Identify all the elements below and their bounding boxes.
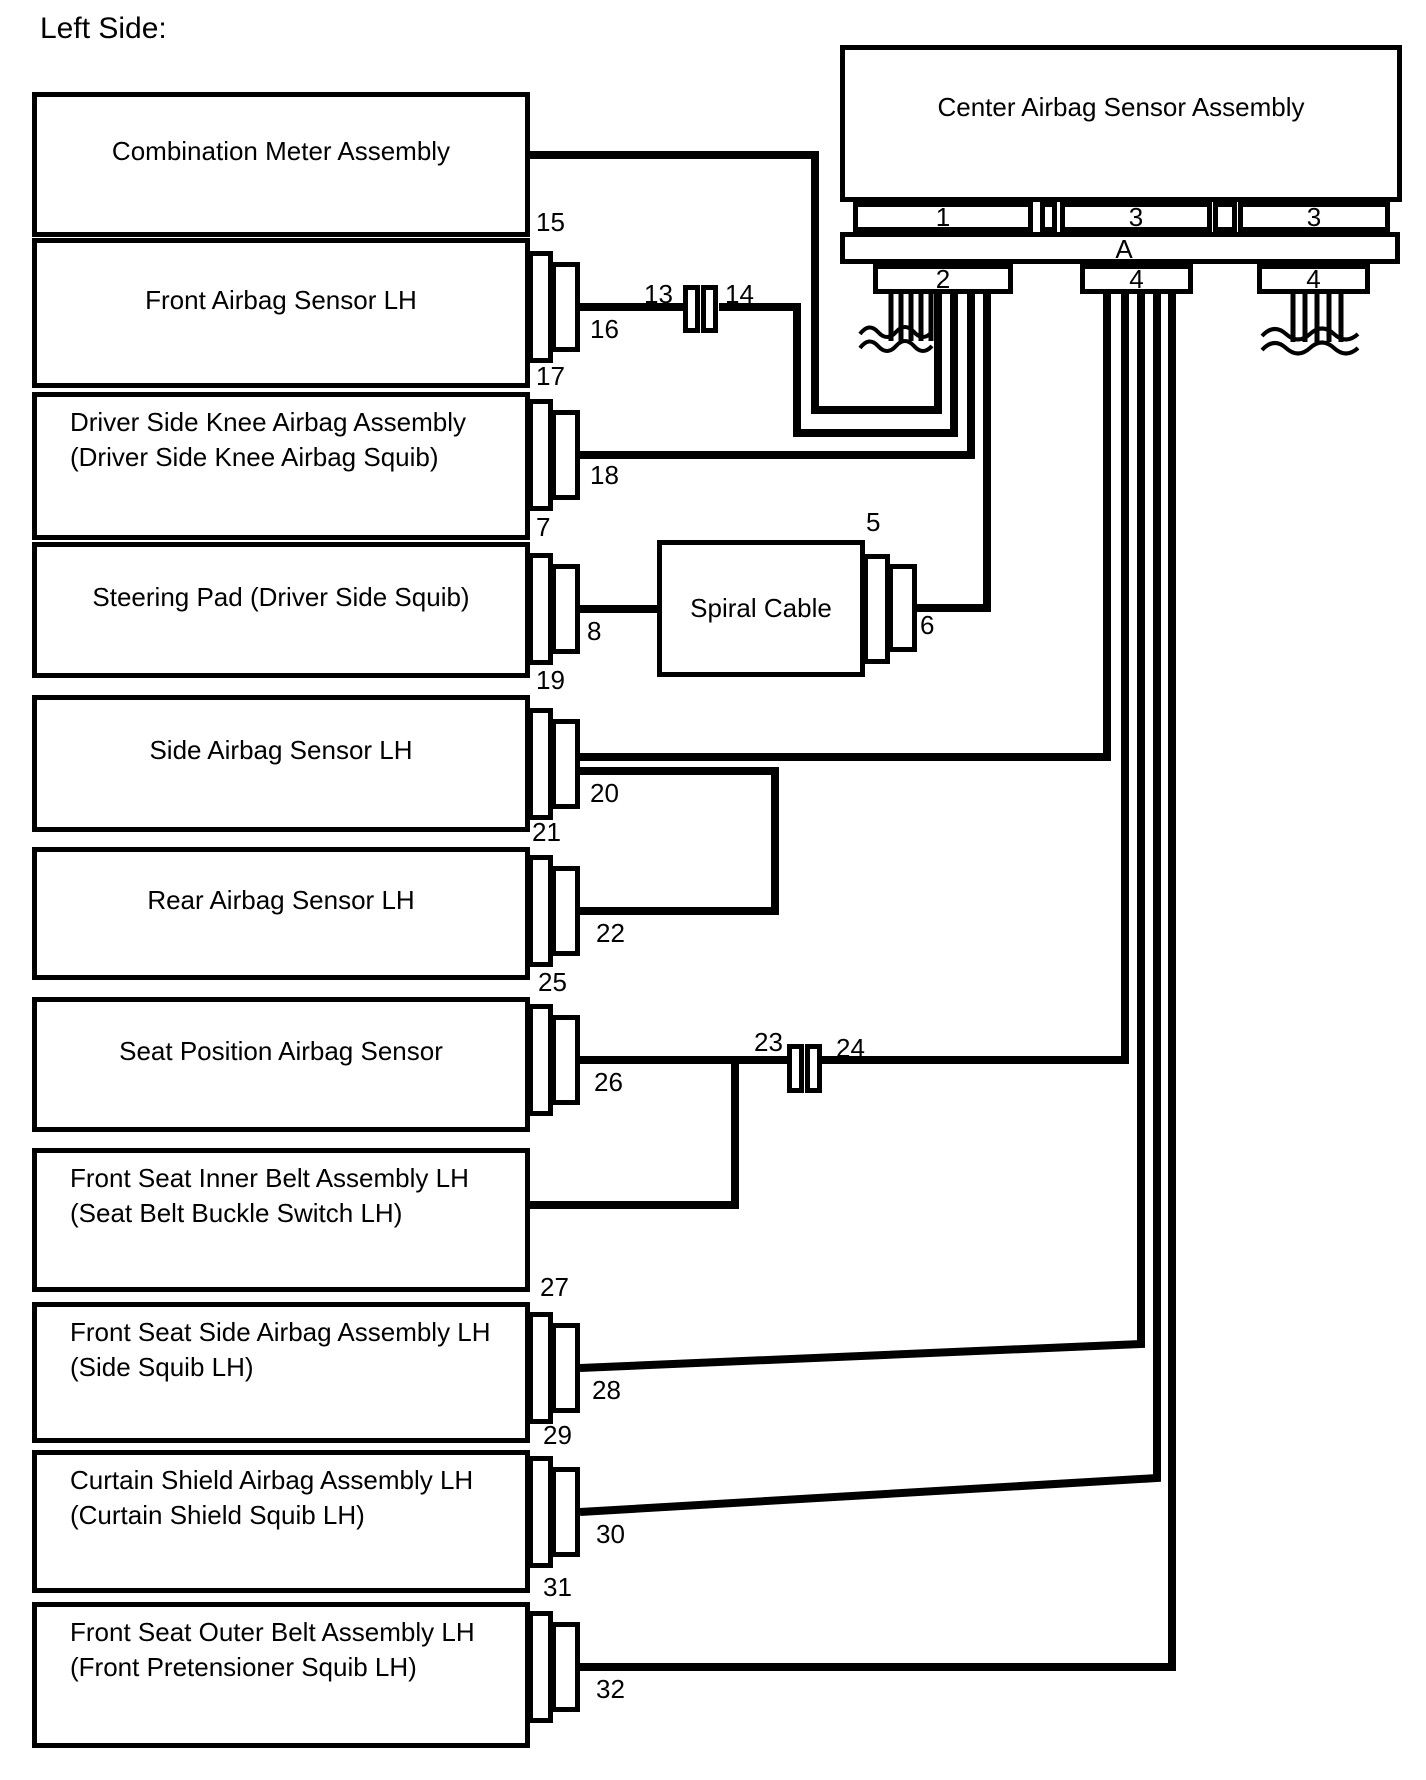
component-label: Front Airbag Sensor LH bbox=[145, 284, 417, 315]
component-label-line2: (Side Squib LH) bbox=[70, 1352, 254, 1382]
pin-label-6: 6 bbox=[920, 610, 935, 640]
harness-connector-4b bbox=[1257, 264, 1370, 294]
component-label: Rear Airbag Sensor LH bbox=[147, 885, 415, 915]
connector-3b-label: 3 bbox=[1306, 201, 1322, 232]
component-label-line1: Front Seat Outer Belt Assembly LH bbox=[70, 1617, 475, 1647]
connector-spacer bbox=[1213, 202, 1237, 232]
component-label: Combination Meter Assembly bbox=[111, 136, 451, 166]
pin-label-26: 26 bbox=[594, 1067, 623, 1097]
component-box-side-airbag-sensor-lh bbox=[32, 695, 530, 832]
connector-tab-inner-22 bbox=[551, 866, 580, 956]
connector2-stub-pins bbox=[891, 294, 931, 341]
pin-label-22: 22 bbox=[596, 918, 625, 948]
inline-connector-14 bbox=[701, 285, 718, 333]
connector-spacer bbox=[1040, 202, 1057, 232]
pin-label-16: 16 bbox=[590, 314, 619, 344]
pin-label-20: 20 bbox=[590, 778, 619, 808]
connector-tab-outer-31 bbox=[528, 1611, 553, 1723]
spiral-cable-label: Spiral Cable bbox=[690, 593, 832, 623]
connector-tab-outer-15 bbox=[528, 251, 553, 363]
wire-curtain-shield bbox=[580, 294, 1157, 1512]
connector-1-box bbox=[853, 202, 1033, 232]
connector-3a-box bbox=[1060, 202, 1212, 232]
component-box-steering-pad bbox=[32, 542, 530, 678]
component-label-line1: Front Seat Inner Belt Assembly LH bbox=[70, 1163, 469, 1193]
pin-label-17: 17 bbox=[536, 361, 565, 391]
connector-3a-label: 3 bbox=[1128, 201, 1144, 232]
connector-1-label: 1 bbox=[935, 201, 951, 232]
component-label-line2: (Front Pretensioner Squib LH) bbox=[70, 1652, 417, 1682]
component-label-line2: (Driver Side Knee Airbag Squib) bbox=[70, 442, 439, 472]
connector-tab-inner-20 bbox=[551, 719, 580, 809]
connector-tab-outer-7 bbox=[528, 553, 553, 665]
component-label-line2: (Curtain Shield Squib LH) bbox=[70, 1500, 365, 1530]
break-wave bbox=[1262, 329, 1358, 340]
pin-label-25: 25 bbox=[538, 967, 567, 997]
connector-tab-outer-19 bbox=[528, 708, 553, 820]
pin-label-23: 23 bbox=[754, 1027, 783, 1057]
pin-label-27: 27 bbox=[540, 1272, 569, 1302]
inline-connector-23 bbox=[787, 1044, 804, 1093]
pin-label-30: 30 bbox=[596, 1519, 625, 1549]
harness-wires bbox=[530, 155, 1172, 1667]
component-label-line1: Driver Side Knee Airbag Assembly bbox=[70, 407, 466, 437]
component-label: Seat Position Airbag Sensor bbox=[119, 1036, 443, 1066]
spiral-cable-outer-tab bbox=[863, 554, 890, 664]
diagram-title: Left Side: bbox=[40, 12, 167, 45]
pin-label-8: 8 bbox=[587, 616, 602, 646]
component-box-seat-position-airbag-sensor bbox=[32, 997, 530, 1132]
pin-label-15: 15 bbox=[536, 207, 565, 237]
connector-tab-inner-16 bbox=[551, 262, 580, 352]
pin-label-13: 13 bbox=[644, 279, 673, 309]
connector-tab-inner-26 bbox=[551, 1015, 580, 1105]
component-box-front-seat-inner-belt bbox=[32, 1148, 530, 1292]
pin-label-7: 7 bbox=[536, 512, 551, 542]
component-box-curtain-shield-airbag bbox=[32, 1450, 530, 1593]
pin-label-24: 24 bbox=[836, 1033, 865, 1063]
component-box-driver-side-knee-airbag bbox=[32, 392, 530, 540]
component-label: Steering Pad (Driver Side Squib) bbox=[92, 581, 470, 612]
connector-tab-inner-18 bbox=[551, 410, 580, 500]
connector-tab-inner-32 bbox=[551, 1622, 580, 1712]
pin-label-14: 14 bbox=[725, 279, 754, 309]
component-label-line1: Curtain Shield Airbag Assembly LH bbox=[70, 1465, 474, 1495]
break-wave bbox=[1262, 343, 1358, 354]
center-airbag-sensor-assembly-box bbox=[840, 45, 1402, 202]
harness-connector-4a bbox=[1080, 264, 1193, 294]
connector-tab-outer-25 bbox=[528, 1004, 553, 1116]
connector-tab-inner-28 bbox=[551, 1323, 580, 1413]
component-label: Side Airbag Sensor LH bbox=[149, 735, 413, 765]
pin-label-28: 28 bbox=[592, 1375, 621, 1405]
center-assembly-label: Center Airbag Sensor Assembly bbox=[937, 92, 1305, 122]
spiral-cable-box bbox=[657, 540, 865, 677]
connector-tab-outer-17 bbox=[528, 399, 553, 511]
break-wave bbox=[860, 341, 932, 351]
bus-bar-a-label: A bbox=[1115, 234, 1133, 264]
harness-connector-4b-label: 4 bbox=[1306, 263, 1321, 294]
component-label-line2: (Seat Belt Buckle Switch LH) bbox=[70, 1198, 403, 1228]
pin-label-21: 21 bbox=[532, 817, 561, 847]
connector-3b-box bbox=[1238, 202, 1390, 232]
pin-label-18: 18 bbox=[590, 460, 619, 490]
component-box-front-airbag-sensor-lh bbox=[32, 238, 530, 388]
component-box-front-seat-side-airbag bbox=[32, 1302, 530, 1443]
pin-label-29: 29 bbox=[543, 1420, 572, 1450]
pin-label-19: 19 bbox=[536, 665, 565, 695]
harness-connector-2 bbox=[873, 264, 1013, 294]
connector-tab-inner-8 bbox=[551, 564, 580, 654]
connector-tab-inner-30 bbox=[551, 1467, 580, 1557]
pin-label-32: 32 bbox=[596, 1674, 625, 1704]
component-box-combination-meter bbox=[32, 92, 530, 237]
connector-tab-outer-27 bbox=[528, 1312, 553, 1424]
inline-connector-13 bbox=[683, 285, 700, 333]
component-label-line1: Front Seat Side Airbag Assembly LH bbox=[70, 1317, 491, 1347]
pin-label-31: 31 bbox=[543, 1572, 572, 1602]
inline-connector-24 bbox=[805, 1044, 822, 1093]
spiral-cable-inner-tab bbox=[888, 564, 917, 652]
harness-connector-2-label: 2 bbox=[935, 263, 951, 294]
wire-side-sensor-to-connector4 bbox=[580, 294, 1107, 757]
component-box-front-seat-outer-belt bbox=[32, 1602, 530, 1748]
connector-tab-outer-29 bbox=[528, 1456, 553, 1568]
pin-label-5: 5 bbox=[866, 507, 881, 537]
harness-connector-4a-label: 4 bbox=[1129, 263, 1144, 294]
connector-tab-outer-21 bbox=[528, 855, 553, 967]
wire-outer-belt bbox=[580, 294, 1172, 1667]
component-box-rear-airbag-sensor-lh bbox=[32, 847, 530, 980]
